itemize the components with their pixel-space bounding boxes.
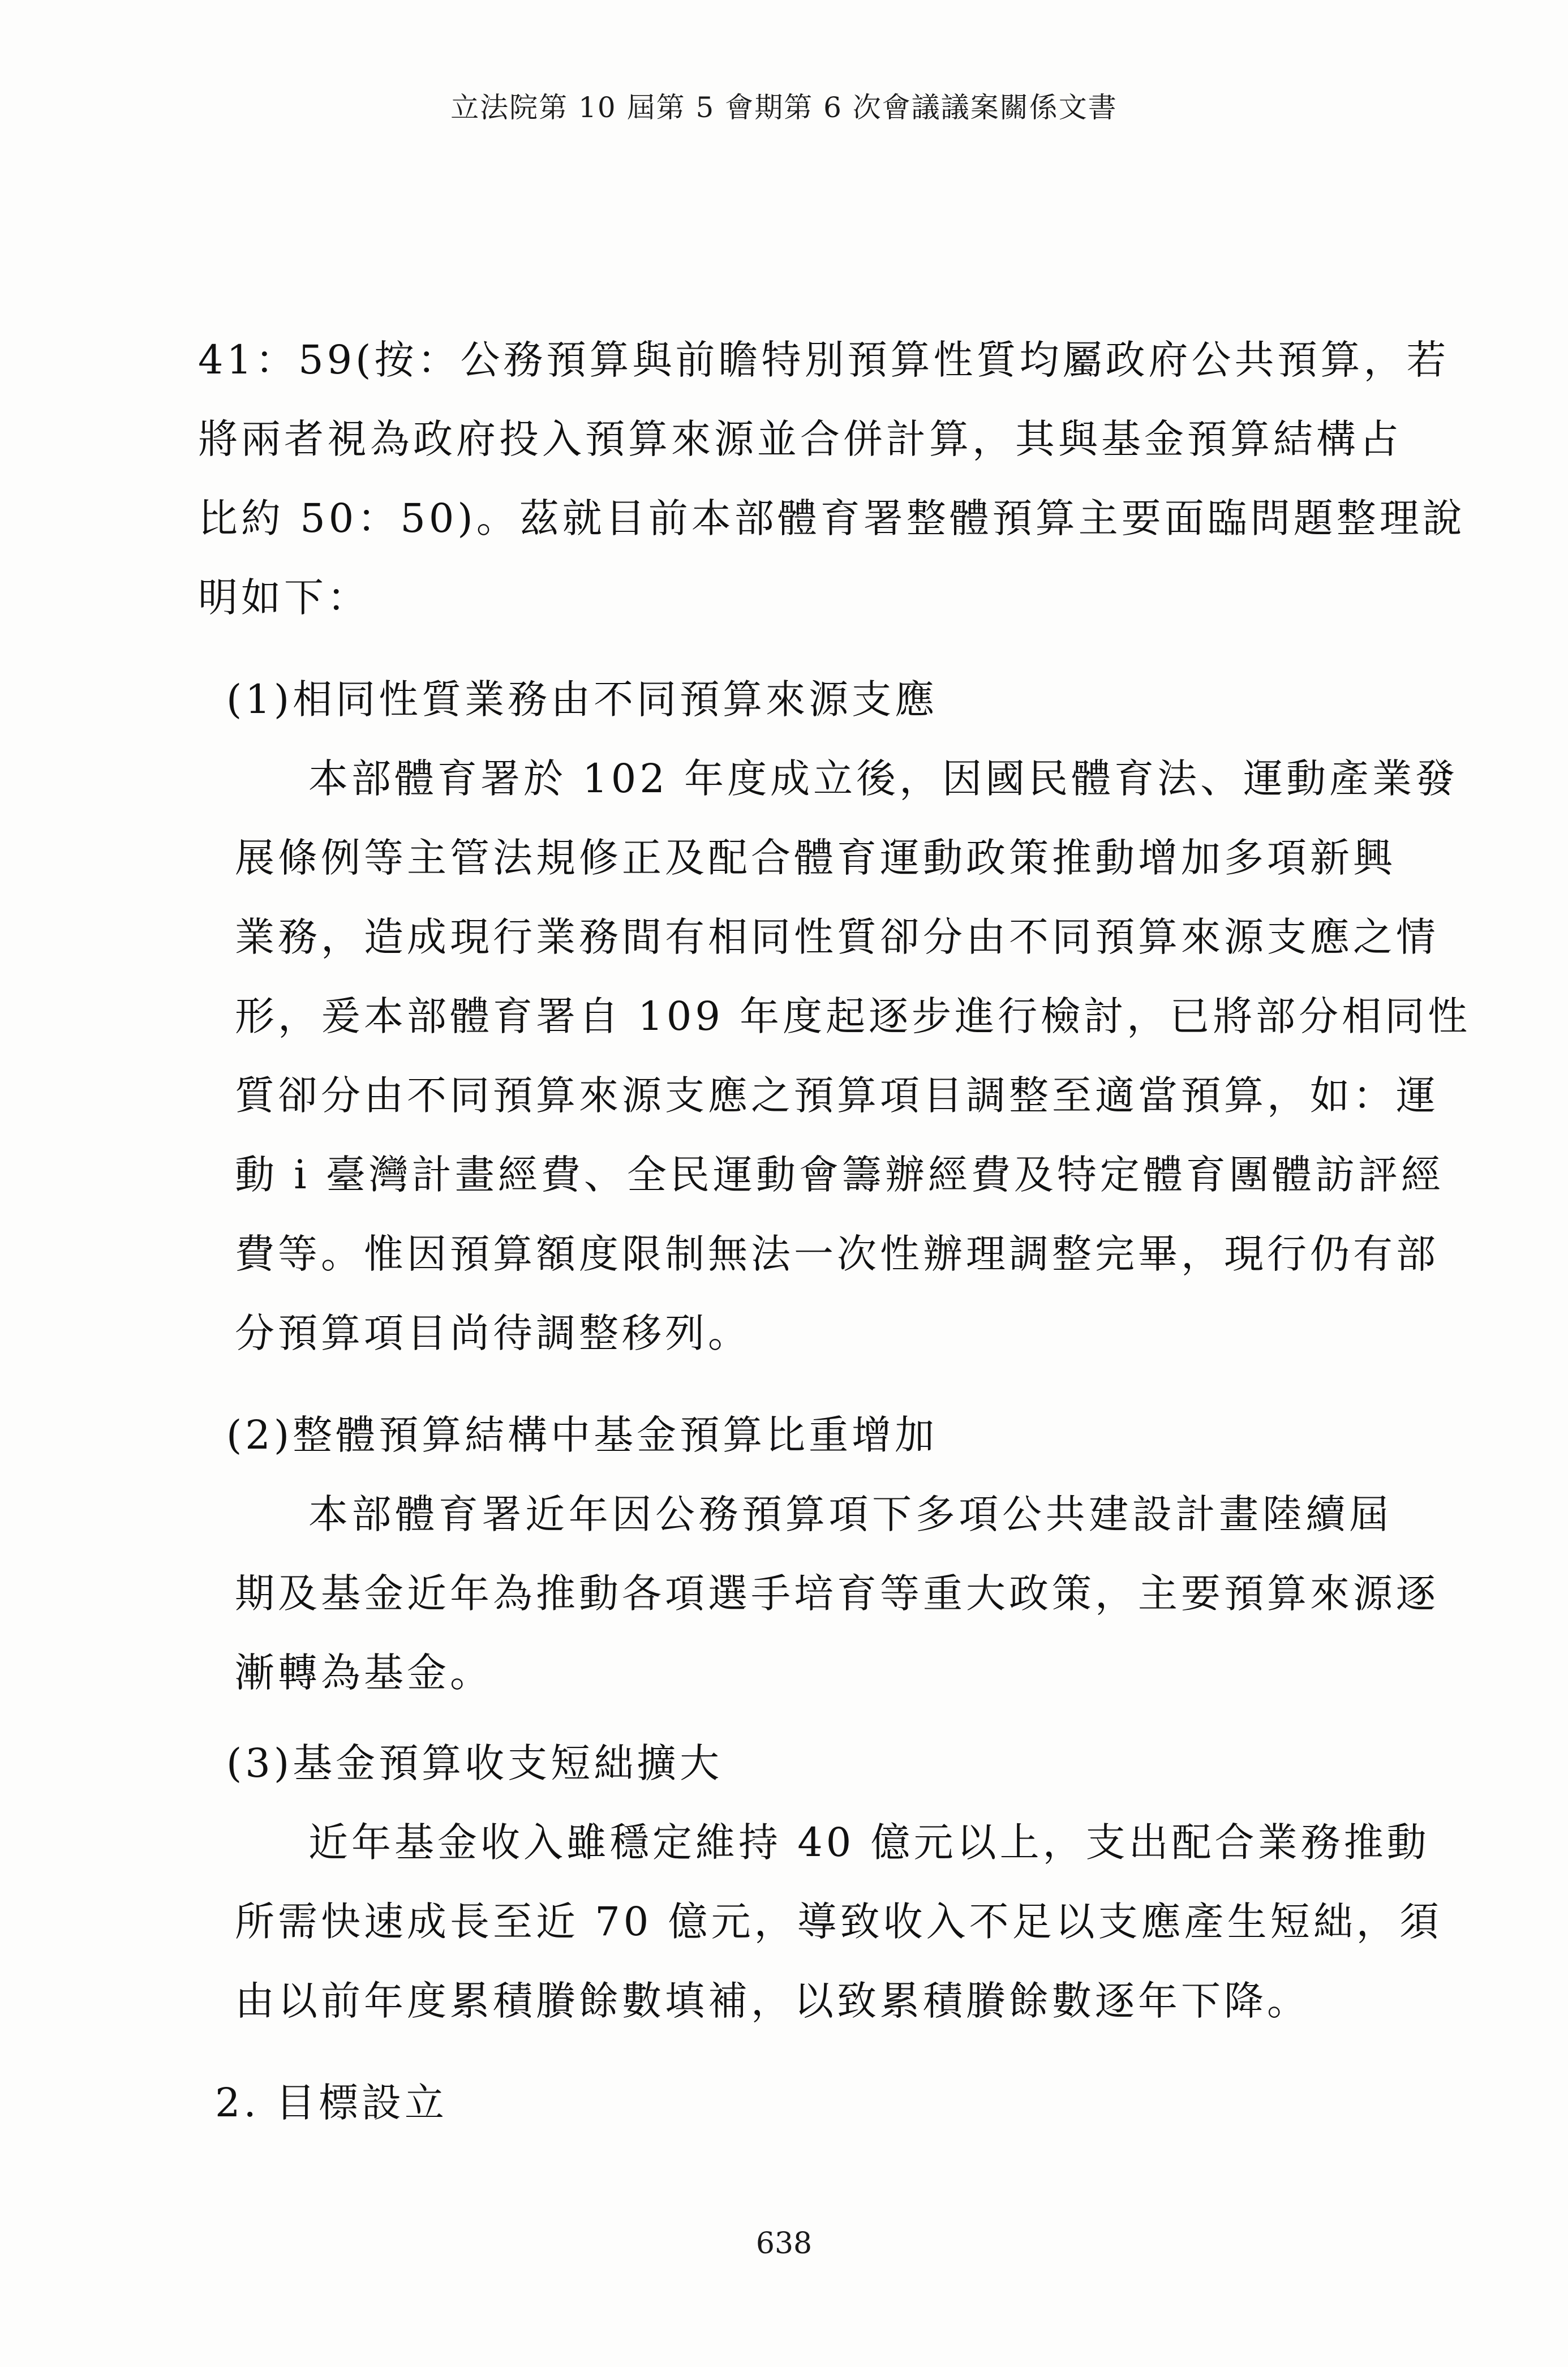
intro-line-2: 將兩者視為政府投入預算來源並合併計算，其與基金預算結構占 — [198, 416, 1402, 462]
section-2-line-1: 本部體育署近年因公務預算項下多項公共建設計畫陸續屆 — [308, 1491, 1392, 1537]
section-1-line-2: 展條例等主管法規修正及配合體育運動政策推動增加多項新興 — [235, 835, 1396, 881]
intro-line-3: 比約 50：50)。茲就目前本部體育署整體預算主要面臨問題整理說 — [198, 495, 1466, 542]
section-2-line-3: 漸轉為基金。 — [235, 1649, 493, 1696]
section-3-line-3: 由以前年度累積賸餘數填補，以致累積賸餘數逐年下降。 — [235, 1978, 1310, 2024]
section-1-line-3: 業務，造成現行業務間有相同性質卻分由不同預算來源支應之情 — [235, 914, 1439, 960]
section-3-line-1: 近年基金收入雖穩定維持 40 億元以上，支出配合業務推動 — [308, 1819, 1430, 1866]
section-2-heading: (2)整體預算結構中基金預算比重增加 — [226, 1412, 938, 1458]
page-number: 638 — [755, 2227, 813, 2261]
section-1-line-7: 費等。惟因預算額度限制無法一次性辦理調整完畢，現行仍有部 — [235, 1231, 1439, 1277]
intro-line-4: 明如下： — [198, 574, 370, 621]
section-1-line-1: 本部體育署於 102 年度成立後，因國民體育法、運動產業發 — [308, 755, 1459, 802]
section-1-line-5: 質卻分由不同預算來源支應之預算項目調整至適當預算，如：運 — [235, 1072, 1439, 1119]
document-header: 立法院第 10 屆第 5 會期第 6 次會議議案關係文書 — [450, 91, 1118, 124]
section-1-line-4: 形，爰本部體育署自 109 年度起逐步進行檢討，已將部分相同性 — [235, 993, 1471, 1039]
section-1-line-8: 分預算項目尚待調整移列。 — [235, 1310, 751, 1356]
section-3-line-2: 所需快速成長至近 70 億元，導致收入不足以支應產生短絀，須 — [235, 1898, 1442, 1945]
section-1-line-6: 動 i 臺灣計畫經費、全民運動會籌辦經費及特定體育團體訪評經 — [235, 1152, 1444, 1198]
intro-line-1: 41：59(按：公務預算與前瞻特別預算性質均屬政府公共預算，若 — [198, 337, 1450, 383]
section-2-line-2: 期及基金近年為推動各項選手培育等重大政策，主要預算來源逐 — [235, 1570, 1439, 1617]
section-3-heading: (3)基金預算收支短絀擴大 — [226, 1740, 723, 1786]
section-1-heading: (1)相同性質業務由不同預算來源支應 — [226, 676, 938, 723]
section-next-heading: 2. 目標設立 — [215, 2080, 448, 2126]
